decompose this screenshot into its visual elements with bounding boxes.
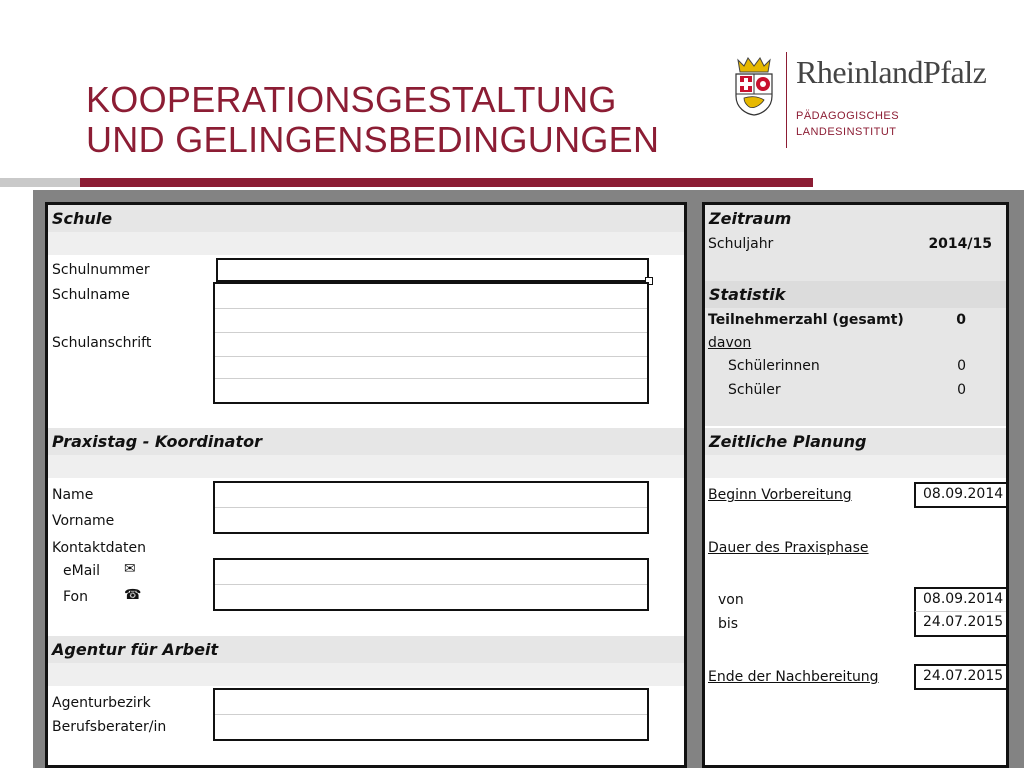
- envelope-icon: ✉: [124, 561, 136, 577]
- ende-label: Ende der Nachbereitung: [708, 669, 879, 685]
- schulname-input-2[interactable]: [215, 309, 647, 333]
- bis-date[interactable]: 24.07.2015: [914, 611, 1009, 637]
- praxistag-subband: [48, 455, 684, 478]
- vorname-input[interactable]: [215, 508, 647, 531]
- schuljahr-label: Schuljahr: [708, 236, 774, 252]
- berufsberater-input[interactable]: [215, 715, 647, 738]
- agenturbezirk-input[interactable]: [215, 690, 647, 715]
- schulname-input[interactable]: [215, 284, 647, 309]
- school-details-box: [213, 282, 649, 404]
- name-input[interactable]: [215, 483, 647, 508]
- title-line-1: KOOPERATIONSGESTALTUNG: [86, 79, 617, 120]
- logo-divider: [786, 52, 787, 148]
- beginn-date[interactable]: 08.09.2014: [914, 482, 1009, 508]
- planung-header: Zeitliche Planung: [709, 432, 867, 451]
- schulanschrift-input-2[interactable]: [215, 357, 647, 379]
- agenturbezirk-label: Agenturbezirk: [52, 695, 151, 711]
- schulanschrift-label: Schulanschrift: [52, 335, 152, 351]
- name-label: Name: [52, 487, 94, 503]
- agentur-subband: [48, 663, 684, 686]
- coat-of-arms-icon: [732, 56, 776, 116]
- schulname-label: Schulname: [52, 287, 130, 303]
- logo-line-2: LANDESINSTITUT: [796, 126, 897, 138]
- schule-header: Schule: [52, 209, 113, 228]
- title-line-2: UND GELINGENSBEDINGUNGEN: [86, 119, 660, 160]
- email-input[interactable]: [215, 560, 647, 585]
- schueler-label: Schüler: [728, 382, 781, 398]
- von-label: von: [718, 592, 744, 608]
- schulanschrift-input-1[interactable]: [215, 333, 647, 357]
- schuelerinnen-value: 0: [957, 358, 966, 374]
- email-label: eMail: [63, 563, 101, 579]
- von-date[interactable]: 08.09.2014: [914, 587, 1009, 613]
- agentur-header: Agentur für Arbeit: [52, 640, 219, 659]
- teilnehmer-label: Teilnehmerzahl (gesamt): [708, 312, 904, 328]
- schulanschrift-input-3[interactable]: [215, 379, 647, 401]
- coordinator-name-box: [213, 481, 649, 534]
- schedule-panel: [702, 202, 1009, 768]
- praxistag-header: Praxistag - Koordinator: [52, 432, 262, 451]
- logo-brand: RheinlandPfalz: [796, 54, 987, 90]
- kontaktdaten-label: Kontaktdaten: [52, 540, 147, 556]
- logo-line-1: PÄDAGOGISCHES: [796, 110, 900, 122]
- berufsberater-label: Berufsberater/in: [52, 719, 167, 735]
- bis-label: bis: [718, 616, 739, 632]
- ende-date[interactable]: 24.07.2015: [914, 664, 1009, 690]
- schuelerinnen-label: Schülerinnen: [728, 358, 820, 374]
- telephone-icon: ☎: [124, 587, 142, 603]
- davon-label: davon: [708, 335, 752, 351]
- planung-subband: [705, 455, 1006, 478]
- rheinland-pfalz-logo: [732, 52, 992, 152]
- vorname-label: Vorname: [52, 513, 115, 529]
- schule-subband: [48, 232, 684, 255]
- teilnehmer-value: 0: [956, 312, 966, 328]
- statistik-header: Statistik: [709, 285, 786, 304]
- schule-header-band: [48, 205, 684, 232]
- school-info-panel: [45, 202, 687, 768]
- fon-label: Fon: [63, 589, 88, 605]
- beginn-label: Beginn Vorbereitung: [708, 487, 852, 503]
- title-underline-gray: [0, 178, 80, 187]
- dauer-label: Dauer des Praxisphase: [708, 540, 869, 556]
- contact-box: [213, 558, 649, 611]
- agentur-box: [213, 688, 649, 741]
- page-title: [86, 80, 726, 160]
- schulnummer-input[interactable]: [216, 258, 649, 282]
- fon-input[interactable]: [215, 585, 647, 608]
- schulnummer-label: Schulnummer: [52, 262, 150, 278]
- zeitraum-header: Zeitraum: [709, 209, 792, 228]
- schuljahr-value: 2014/15: [928, 236, 992, 252]
- title-underline-red: [80, 178, 813, 187]
- schueler-value: 0: [957, 382, 966, 398]
